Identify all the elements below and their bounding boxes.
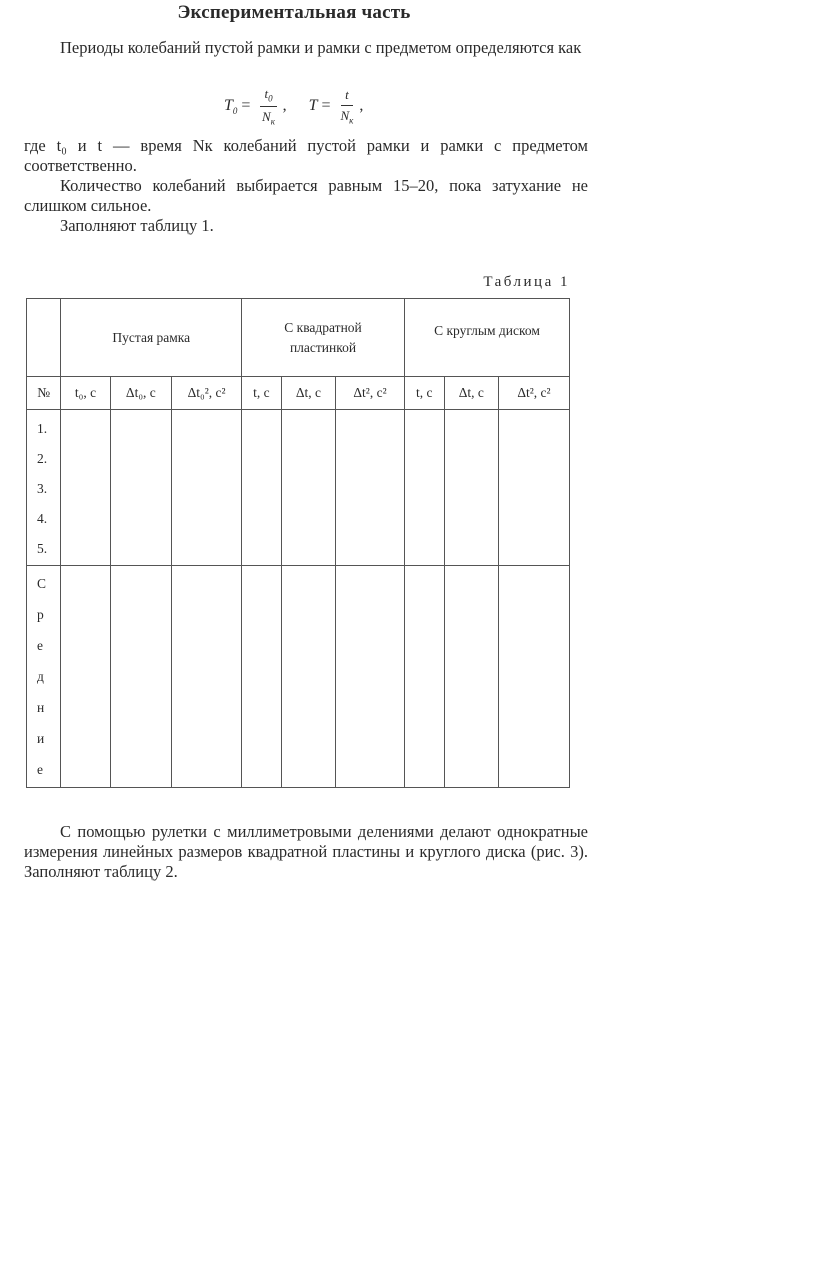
paragraph-fill-table: Заполняют таблицу 1. — [60, 216, 214, 235]
group-header-empty-frame: Пустая рамка — [61, 299, 242, 377]
empty-cell — [404, 566, 444, 788]
empty-cell — [242, 566, 282, 788]
average-letter: С — [37, 576, 47, 591]
measurement-rows — [27, 410, 570, 566]
table-1 — [26, 298, 570, 788]
average-letter: е — [37, 762, 43, 777]
average-letter: д — [37, 669, 44, 684]
empty-cell — [172, 566, 242, 788]
row-number: 5. — [37, 541, 48, 556]
col-header-t0: t₀, с — [61, 377, 110, 410]
col-header-dtsq-disc: Δt², с² — [498, 377, 569, 410]
col-header-t-disc: t, с — [404, 377, 444, 410]
T-fraction: $\frac{t}{N_к}$ — [340, 86, 354, 126]
col-header-dt0: Δt₀, с — [110, 377, 172, 410]
empty-cell — [242, 410, 282, 566]
row-number: 4. — [37, 511, 48, 526]
empty-cell — [444, 410, 498, 566]
empty-cell — [498, 410, 569, 566]
col-header-dt-disc: Δt, с — [444, 377, 498, 410]
col-header-t-square: t, с — [242, 377, 282, 410]
empty-cell — [61, 410, 110, 566]
blank-header-cell — [27, 299, 61, 377]
row-number: 2. — [37, 451, 48, 466]
group-header-square-plate: С квадратной пластинкой — [242, 299, 405, 377]
paragraph-where: где t₀ и t — время Nк колебаний пустой рамки и рамки с предметом соответственно. — [24, 136, 588, 175]
average-letter: р — [37, 607, 44, 622]
row-number: 1. — [37, 421, 48, 436]
row-number: 3. — [37, 481, 48, 496]
average-row — [27, 566, 570, 788]
column-header-row — [27, 377, 570, 410]
row-numbers-cell — [27, 410, 61, 566]
average-letter: и — [37, 731, 45, 746]
group-header-row — [27, 299, 570, 377]
table-label: Таблица 1 — [483, 274, 570, 290]
empty-cell — [336, 410, 405, 566]
T-lhs: T — [308, 97, 318, 115]
average-letter: е — [37, 638, 43, 653]
group-header-round-disc: С круглым диском — [404, 299, 569, 377]
average-label-cell — [27, 566, 61, 788]
paragraph-periods: Периоды колебаний пустой рамки и рамки с предметом определяются как — [60, 38, 582, 57]
empty-cell — [498, 566, 569, 788]
period-formula: $T_0$ = $\frac{t_0}{N_к}$ , T = $\frac{t}{N_к}$ , — [224, 86, 364, 127]
empty-cell — [110, 566, 172, 788]
empty-cell — [281, 566, 335, 788]
empty-cell — [444, 566, 498, 788]
T0-lhs: $T_0$ — [224, 96, 238, 116]
average-letter: н — [37, 700, 45, 715]
section-title: Экспериментальная часть — [177, 2, 411, 23]
col-header-dt-square: Δt, с — [281, 377, 335, 410]
empty-cell — [172, 410, 242, 566]
empty-cell — [110, 410, 172, 566]
col-header-dtsq-square: Δt², с² — [336, 377, 405, 410]
col-header-dt0sq: Δt₀², с² — [172, 377, 242, 410]
empty-cell — [336, 566, 405, 788]
col-header-number: № — [27, 377, 61, 410]
empty-cell — [281, 410, 335, 566]
empty-cell — [61, 566, 110, 788]
empty-cell — [404, 410, 444, 566]
paragraph-measurements: С помощью рулетки с миллиметровыми делениями делают однократные измерения линейных размеров квадратной пластины и круглого диска (рис. 3). Заполняют таблицу 2. — [24, 822, 588, 881]
paragraph-count: Количество колебаний выбирается равным 15–20, пока затухание не слишком сильное. — [24, 176, 588, 215]
T0-fraction: $\frac{t_0}{N_к}$ — [262, 86, 275, 127]
